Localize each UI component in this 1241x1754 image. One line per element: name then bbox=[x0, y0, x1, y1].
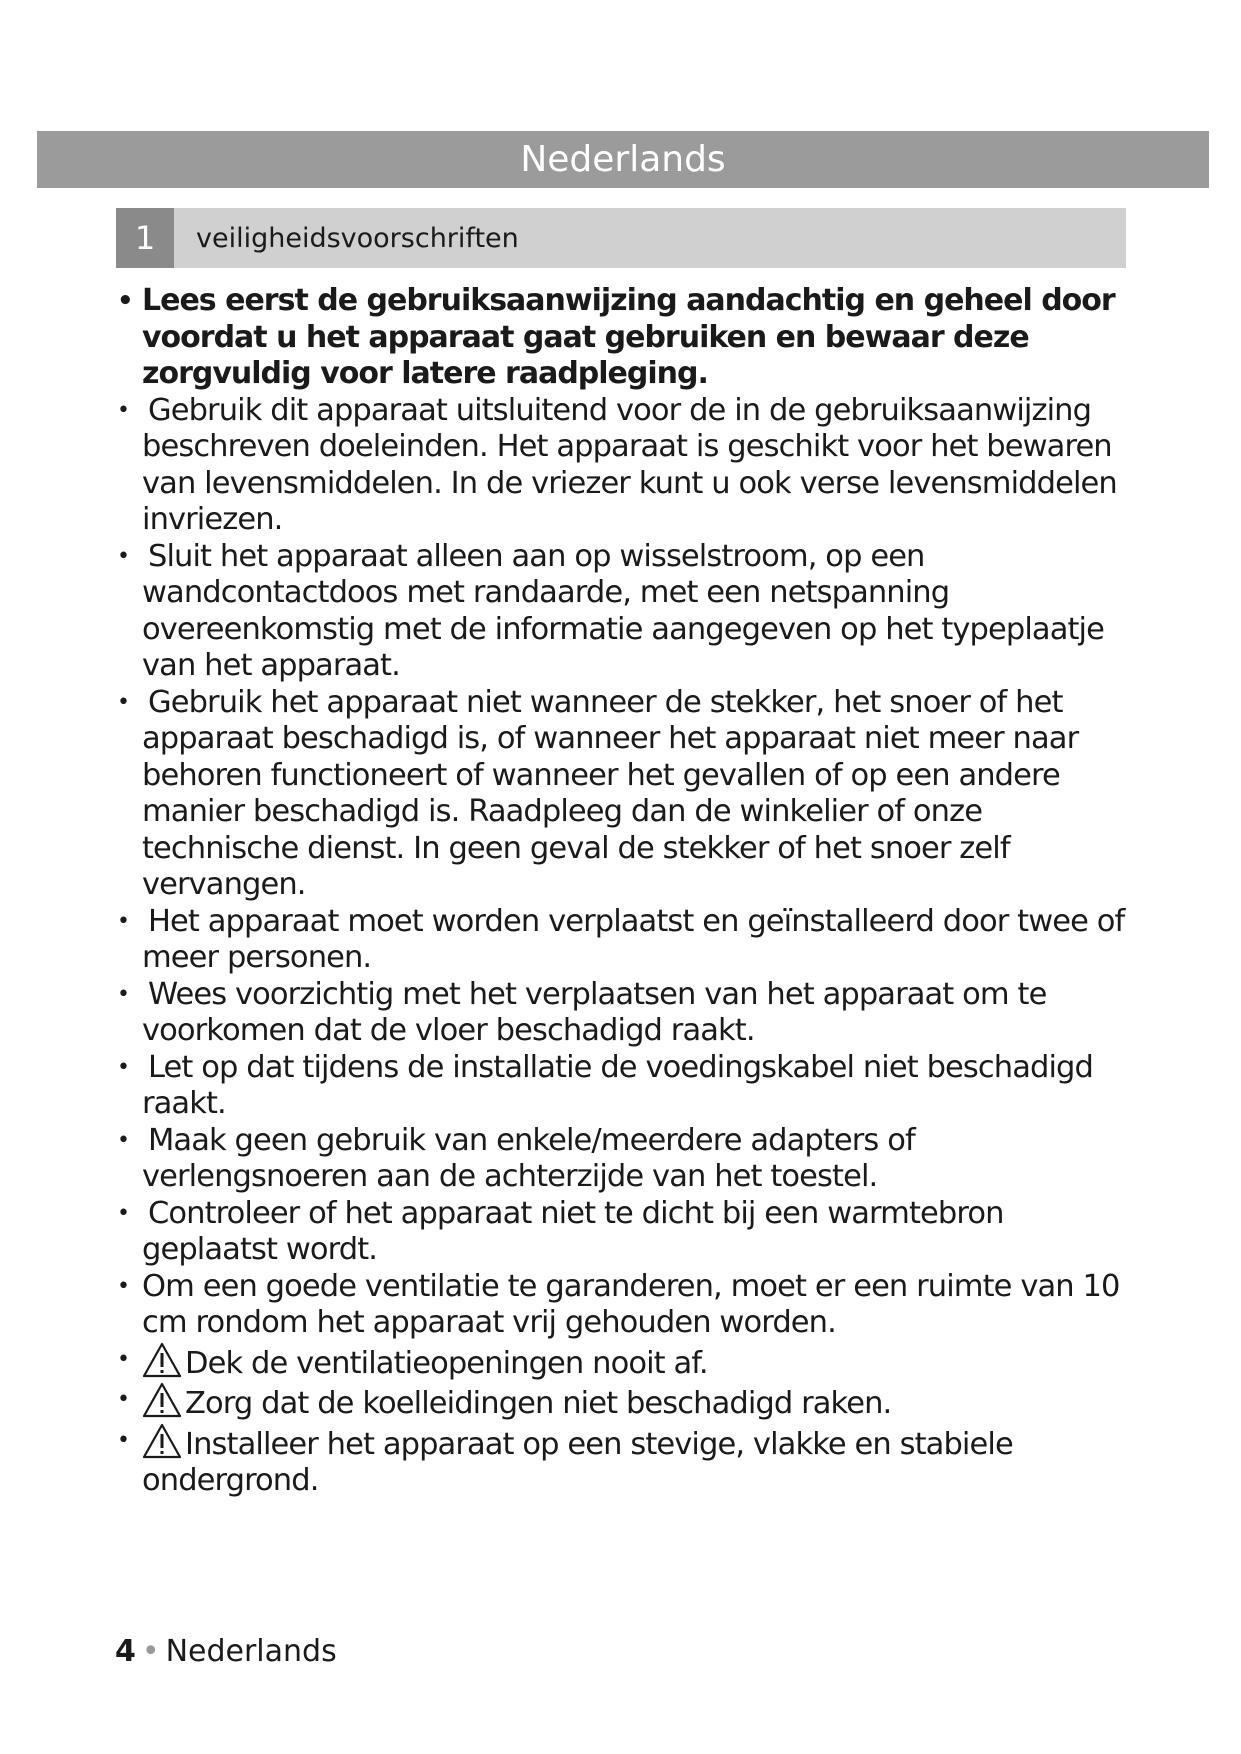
item-text: Dek de ventilatieopeningen nooit af. bbox=[185, 1345, 708, 1381]
list-item bbox=[112, 1123, 1127, 1196]
item-text: Zorg dat de koelleidingen niet beschadigd raken. bbox=[185, 1386, 892, 1421]
bullet: • bbox=[117, 1054, 130, 1080]
item-text: Maak geen gebruik van enkele/meerdere adapters of verlengsnoeren aan de achterzijde van het toestel. bbox=[142, 1122, 915, 1194]
section-number: 1 bbox=[116, 208, 174, 268]
list-item bbox=[112, 1342, 1127, 1383]
item-text: Let op dat tijdens de installatie de voedingskabel niet beschadigd raakt. bbox=[142, 1049, 1093, 1121]
list-item bbox=[112, 1196, 1127, 1269]
bullet: • bbox=[117, 908, 130, 934]
bullet: • bbox=[117, 1273, 130, 1299]
list-item bbox=[112, 1269, 1127, 1342]
bullet: • bbox=[117, 1200, 130, 1226]
item-text: Het apparaat moet worden verplaatst en geïnstalleerd door twee of meer personen. bbox=[142, 903, 1125, 975]
list-item bbox=[112, 1050, 1127, 1123]
item-text: Gebruik het apparaat niet wanneer de stekker, het snoer of het apparaat beschadigd is, of wanneer het apparaat niet meer naar behoren functioneert of wanneer het gevallen of op een andere manier beschadigd is. Raadpleeg dan de winkelier of onze technische dienst. In geen geval de stekker of het snoer zelf vervangen. bbox=[142, 684, 1079, 902]
safety-list bbox=[112, 283, 1127, 1500]
bullet: • bbox=[117, 1127, 130, 1153]
item-text: Controleer of het apparaat niet te dicht bij een warmtebron geplaatst wordt. bbox=[142, 1195, 1004, 1267]
bullet: • bbox=[117, 397, 130, 423]
list-item bbox=[112, 1423, 1127, 1500]
page-footer bbox=[115, 1634, 337, 1669]
item-text: Lees eerst de gebruiksaanwijzing aandachtig en geheel door voordat u het apparaat gaat gebruiken en bewaar deze zorgvuldig voor latere raadpleging. bbox=[142, 283, 1115, 391]
warning-icon bbox=[142, 1382, 182, 1418]
item-text: Wees voorzichtig met het verplaatsen van het apparaat om te voorkomen dat de vloer beschadigd raakt. bbox=[142, 976, 1047, 1048]
bullet: • bbox=[117, 1346, 130, 1372]
list-item bbox=[112, 283, 1127, 393]
warning-icon bbox=[142, 1342, 182, 1378]
list-item bbox=[112, 393, 1127, 539]
section-title: veiligheidsvoorschriften bbox=[196, 222, 519, 254]
footer-separator: • bbox=[141, 1634, 160, 1669]
list-item bbox=[112, 904, 1127, 977]
language-title: Nederlands bbox=[520, 139, 726, 180]
language-banner bbox=[37, 131, 1209, 188]
footer-language: Nederlands bbox=[165, 1634, 337, 1669]
list-item bbox=[112, 977, 1127, 1050]
item-text: Gebruik dit apparaat uitsluitend voor de in de gebruiksaanwijzing beschreven doeleinden. Het apparaat is geschikt voor het bewaren van levensmiddelen. In de vriezer kunt u ook verse levensmiddelen invriezen. bbox=[142, 392, 1117, 537]
list-item bbox=[112, 685, 1127, 904]
item-text: Sluit het apparaat alleen aan op wisselstroom, op een wandcontactdoos met randaarde, met een netspanning overeenkomstig met de informatie aangegeven op het typeplaatje van het apparaat. bbox=[142, 538, 1104, 683]
section-header bbox=[116, 208, 1126, 268]
list-item bbox=[112, 539, 1127, 685]
item-text: Om een goede ventilatie te garanderen, moet er een ruimte van 10 cm rondom het apparaat vrij gehouden worden. bbox=[142, 1268, 1120, 1340]
item-text: Installeer het apparaat op een stevige, vlakke en stabiele ondergrond. bbox=[142, 1426, 1013, 1498]
bullet: • bbox=[117, 689, 130, 715]
bullet: • bbox=[117, 543, 130, 569]
list-item bbox=[112, 1382, 1127, 1423]
warning-icon bbox=[142, 1423, 182, 1459]
bullet: • bbox=[117, 981, 130, 1007]
bullet: • bbox=[117, 1427, 130, 1453]
bullet: • bbox=[117, 286, 133, 316]
page-number: 4 bbox=[115, 1634, 136, 1669]
bullet: • bbox=[117, 1387, 130, 1412]
